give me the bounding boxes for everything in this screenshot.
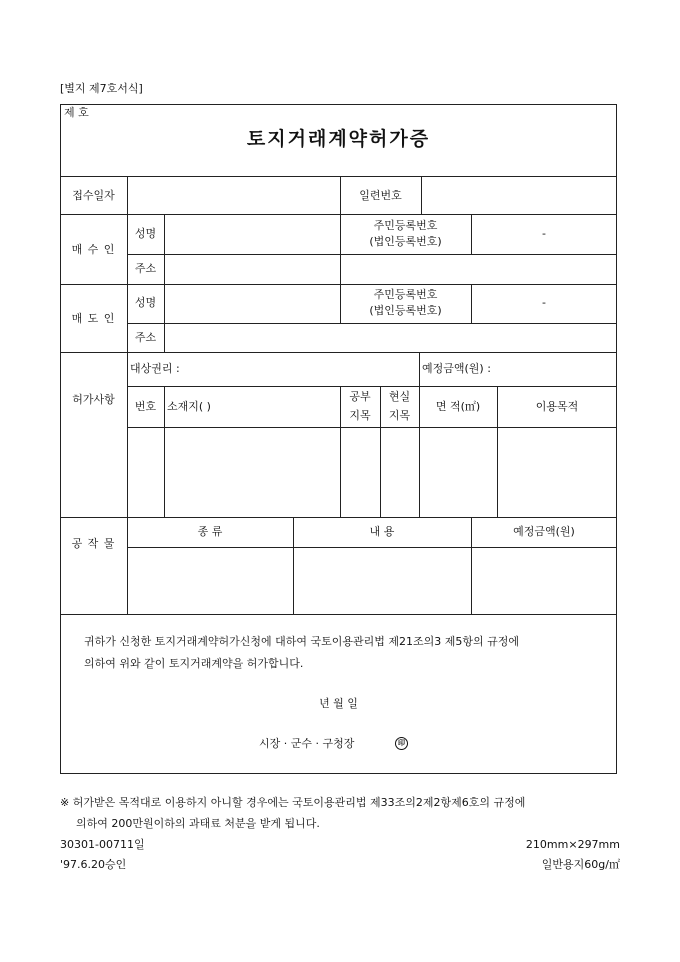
- divider: [164, 214, 165, 352]
- seller-corp-id-label: (법인등록번호): [369, 304, 442, 317]
- buyer-corp-id-label: (법인등록번호): [369, 235, 442, 248]
- official-seal-icon: 印: [395, 737, 408, 750]
- permit-statement-line-2: 의하여 위와 같이 토지거래계약을 허가합니다.: [84, 657, 304, 670]
- buyer-label: 매 수 인: [71, 243, 116, 256]
- col-purpose-header: 이용목적: [535, 400, 579, 413]
- divider: [164, 386, 165, 517]
- divider: [421, 176, 422, 214]
- receipt-date-label: 접수일자: [72, 189, 115, 202]
- divider: [127, 176, 128, 614]
- planned-price-label: 예정금액(원) :: [422, 362, 491, 375]
- divider: [60, 614, 617, 615]
- document-number-label: 제 호: [64, 106, 89, 119]
- divider: [127, 547, 617, 548]
- seller-address-label: 주소: [134, 331, 157, 344]
- structure-type-header: 종 류: [197, 525, 223, 538]
- col-area-header: 면 적(㎡): [435, 400, 481, 413]
- issuer-name: 시장 · 군수 · 구청장: [259, 737, 355, 750]
- permit-form-frame: [60, 104, 617, 774]
- seller-id-separator: -: [542, 296, 546, 309]
- permit-items-label: 허가사항: [72, 393, 115, 406]
- divider: [419, 352, 420, 386]
- divider: [60, 284, 617, 285]
- divider: [380, 386, 381, 517]
- divider: [127, 427, 617, 428]
- col-actual-category-header: 현실: [388, 390, 411, 403]
- seller-name-label: 성명: [134, 296, 157, 309]
- paper-size: 210mm×297mm: [525, 838, 620, 851]
- divider: [60, 517, 617, 518]
- divider: [127, 254, 617, 255]
- divider: [60, 352, 617, 353]
- serial-number-label: 일련번호: [359, 189, 402, 202]
- issue-date-line: 년 월 일: [319, 697, 358, 710]
- approval-date: '97.6.20승인: [60, 858, 127, 871]
- col-official-category-header-2: 지목: [349, 409, 371, 422]
- permit-statement-line-1: 귀하가 신청한 토지거래계약허가신청에 대하여 국토이용관리법 제21조의3 제5항의 규정에: [84, 635, 520, 648]
- buyer-id-separator: -: [542, 227, 546, 240]
- form-number-label: [별지 제7호서식]: [60, 82, 143, 95]
- seller-label: 매 도 인: [71, 312, 116, 325]
- divider: [60, 214, 617, 215]
- divider: [127, 323, 617, 324]
- structure-price-header: 예정금액(원): [513, 525, 575, 538]
- paper-weight: 일반용지60g/㎡: [541, 858, 620, 871]
- col-location-header: 소재지( ): [167, 400, 211, 413]
- form-title: 토지거래계약허가증: [246, 128, 431, 150]
- target-right-label: 대상권리 :: [130, 362, 180, 375]
- divider: [60, 176, 617, 177]
- buyer-id-label: 주민등록번호: [373, 219, 438, 232]
- divider: [340, 386, 341, 517]
- structure-content-header: 내 용: [369, 525, 395, 538]
- col-number-header: 번호: [134, 400, 157, 413]
- buyer-name-label: 성명: [134, 227, 157, 240]
- penalty-note-line-2: 의하여 200만원이하의 과태료 처분을 받게 됩니다.: [76, 817, 320, 830]
- penalty-note-line-1: ※ 허가받은 목적대로 이용하지 아니할 경우에는 국토이용관리법 제33조의2제2항제6호의 규정에: [60, 796, 526, 809]
- structures-label: 공 작 물: [71, 537, 116, 550]
- seller-id-label: 주민등록번호: [373, 288, 438, 301]
- buyer-address-label: 주소: [134, 262, 157, 275]
- form-code: 30301-00711일: [60, 838, 145, 851]
- col-official-category-header: 공부: [349, 390, 371, 403]
- divider: [127, 386, 617, 387]
- col-actual-category-header-2: 지목: [388, 409, 411, 422]
